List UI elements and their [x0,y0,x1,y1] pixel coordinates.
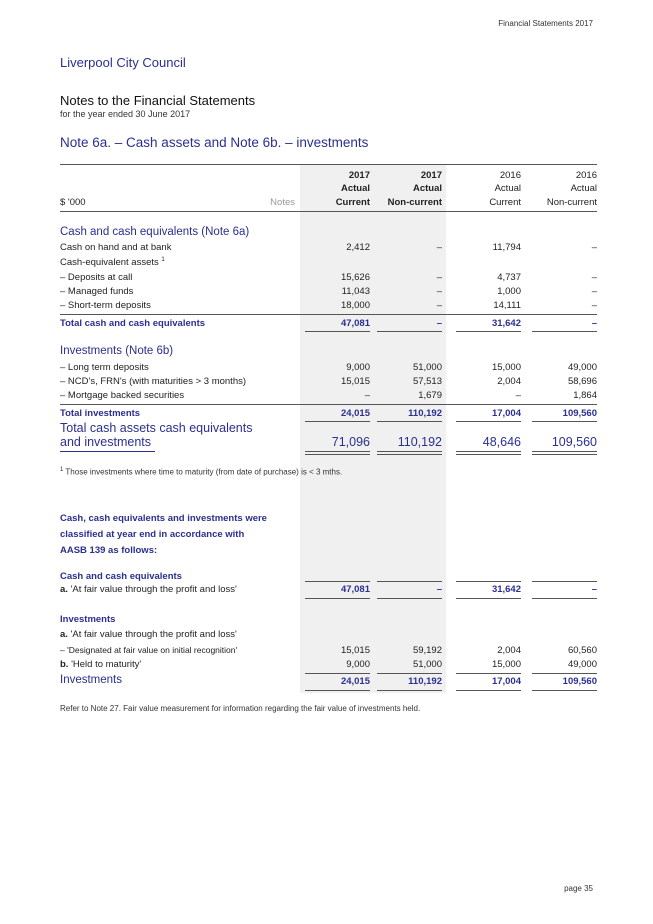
document-title: Notes to the Financial Statements [60,93,256,108]
type-col-2: Non-current [387,197,442,208]
grand-total-double-rule [377,454,442,455]
grand-total-double-rule [532,454,597,455]
grand-total-row: and investments 71,096 110,192 48,646 109,560 [60,435,597,449]
classified-investments-total: Investments 24,015 110,192 17,004 109,560 [60,674,597,687]
classified-investments-b: b. 'Held to maturity' 9,000 51,000 15,000 49,000 [60,659,597,670]
type-col-3: Current [489,197,521,208]
document-subtitle: for the year ended 30 June 2017 [60,109,191,119]
classified-cash-rule [377,598,442,599]
classified-cash-rule [305,598,370,599]
classified-cash-rule [532,598,597,599]
page-number: page 35 [564,884,593,893]
classified-cash-rule [377,581,442,582]
grand-total-double-rule [456,451,521,452]
cash-total-rule [532,331,597,332]
cash-subtotal-rule [60,314,597,315]
table-row: – Long term deposits 9,000 51,000 15,000 49,000 [60,362,597,373]
cash-section-heading [60,226,597,242]
column-years [60,170,597,184]
grand-total-label-1: Total cash assets cash equivalents [60,421,253,435]
column-actual [60,183,597,197]
classified-cash-rule [532,581,597,582]
notes-label: Notes [270,197,295,208]
classified-investments-heading: Investments [60,614,116,625]
year-col-1: 2017 [348,170,370,181]
table-row: Cash on hand and at bank 2,412 – 11,794 – [60,242,597,253]
year-col-2: 2017 [420,170,442,181]
type-col-4: Non-current [546,197,597,208]
actual-col-2: Actual [412,183,442,194]
classified-cash-rule [456,581,521,582]
classified-investments-a: a. 'At fair value through the profit and loss' [60,629,237,640]
investments-section-heading [60,345,597,361]
grand-total-double-rule [305,454,370,455]
classified-investments-total-rule [305,690,370,691]
investments-heading: Investments (Note 6b) [60,345,174,357]
classification-heading: Cash, cash equivalents and investments were classified at year end in accordance with AASB 139 as follows: [60,513,267,556]
header-top-rule [60,164,597,165]
table-row: – Deposits at call 15,626 – 4,737 – [60,272,597,283]
cash-total-rule [456,331,521,332]
table-row: Cash-equivalent assets $^1$ [60,257,165,269]
classified-cash-rule [456,598,521,599]
cash-total-rule [377,331,442,332]
grand-total-double-rule [532,451,597,452]
grand-total-double-rule [377,451,442,452]
cash-heading: Cash and cash equivalents (Note 6a) [60,226,250,238]
table-row: – NCD's, FRN's (with maturities > 3 months) 15,015 57,513 2,004 58,696 [60,376,597,387]
unit-label: $ '000 [60,197,86,208]
type-col-1: Current [335,197,370,208]
cash-total-row: Total cash and cash equivalents 47,081 – 31,642 – [60,318,597,329]
running-header: Financial Statements 2017 [498,19,593,28]
investments-total-row: Total investments 24,015 110,192 17,004 109,560 [60,408,597,419]
classified-cash-rule [305,581,370,582]
classified-investments-total-rule [532,690,597,691]
refer-note: Refer to Note 27. Fair value measurement for information regarding the fair value of investments held. [60,704,421,713]
actual-col-1: Actual [340,183,370,194]
table-row: – Managed funds 11,043 – 1,000 – [60,286,597,297]
table-row: – Mortgage backed securities – 1,679 – 1,864 [60,390,597,401]
investments-subtotal-rule [60,404,597,405]
organisation-name: Liverpool City Council [60,55,186,70]
grand-total-double-rule [60,451,155,452]
grand-total-double-rule [305,451,370,452]
cash-total-rule [305,331,370,332]
actual-col-3: Actual [494,183,521,194]
classified-investments-total-rule [456,690,521,691]
classified-investments-designated: – 'Designated at fair value on initial recognition' 15,015 59,192 2,004 60,560 [60,645,597,656]
header-bottom-rule [60,211,597,212]
note-title: Note 6a. – Cash assets and Note 6b. – investments [60,135,369,150]
grand-total-double-rule [456,454,521,455]
footnote: $^1$ Those investments where time to maturity (from date of purchase) is < 3 mths. [60,467,343,477]
column-types [60,197,597,211]
classified-investments-total-rule [377,690,442,691]
actual-col-4: Actual [570,183,597,194]
classified-cash-heading: Cash and cash equivalents [60,571,182,582]
classified-cash-row: a. 'At fair value through the profit and loss' 47,081 – 31,642 – [60,584,597,595]
table-row: – Short-term deposits 18,000 – 14,111 – [60,300,597,311]
year-col-4: 2016 [575,170,597,181]
year-col-3: 2016 [499,170,521,181]
